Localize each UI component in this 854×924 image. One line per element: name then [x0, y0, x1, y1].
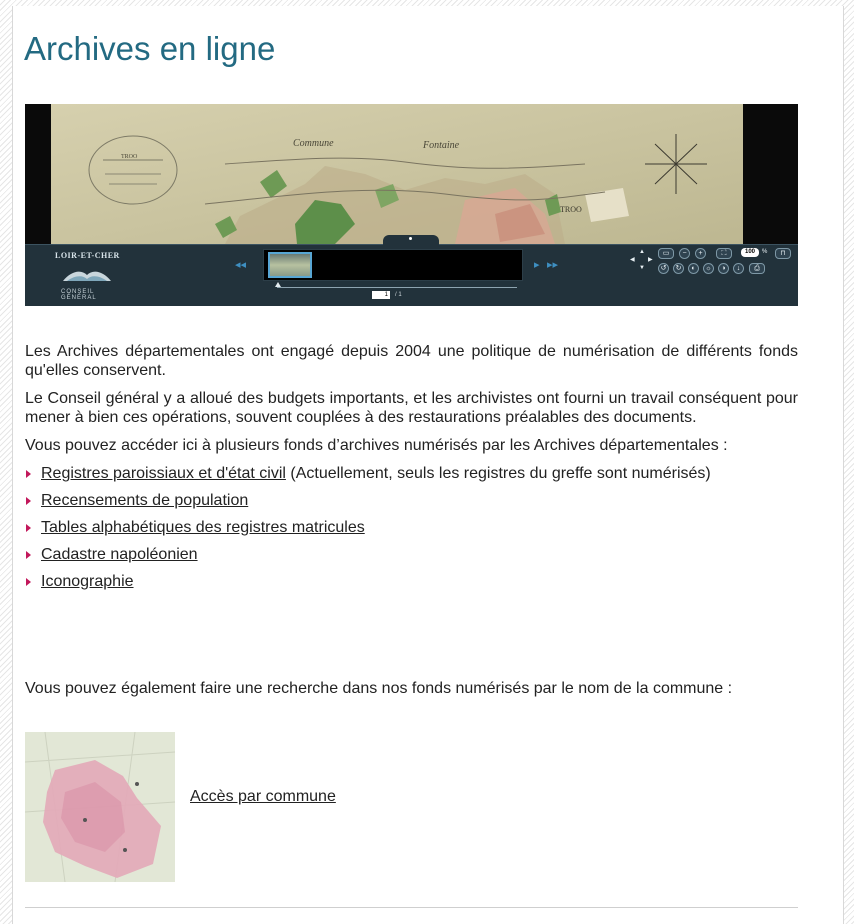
link-iconographie[interactable]: Iconographie [41, 573, 134, 590]
bullet-arrow-icon [26, 578, 31, 586]
link-cadastre[interactable]: Cadastre napoléonien [41, 546, 198, 563]
list-item [25, 491, 798, 518]
list-item [25, 464, 798, 491]
bullet-arrow-icon [26, 470, 31, 478]
list-item [25, 518, 798, 545]
link-tables-matricules[interactable]: Tables alphabétiques des registres matricules [41, 519, 365, 536]
pan-right-icon[interactable]: ▶ [648, 257, 653, 263]
main-content [25, 342, 798, 599]
map-label-commune: Commune [293, 138, 334, 149]
list-item [25, 572, 798, 599]
full-screen-icon[interactable]: ⛶ [716, 248, 732, 259]
zoom-unit: % [762, 249, 768, 255]
pan-left-icon[interactable]: ◀ [630, 257, 635, 263]
search-paragraph: Vous pouvez également faire une recherche dans nos fonds numérisés par le nom de la commune : [25, 680, 733, 697]
zoom-out-icon[interactable]: − [679, 248, 690, 259]
link-recensements[interactable]: Recensements de population [41, 492, 249, 509]
commune-search-link[interactable]: Accès par commune [190, 788, 336, 805]
map-label-troo: TROO [560, 205, 582, 214]
page-title: Archives en ligne [24, 30, 276, 67]
intro-paragraph-2: Le Conseil général y a alloué des budgets importants, et les archivistes ont fourni un travail conséquent pour mener à bien ces opérations, souvent couplées à des restaurations préalables des documents. [25, 390, 798, 426]
intro-paragraph-1: Les Archives départementales ont engagé depuis 2004 une politique de numérisation de différents fonds qu'elles conservent. [25, 343, 798, 379]
map-cartouche-label: TROO [121, 154, 138, 160]
page-total: / 1 [395, 292, 402, 298]
bullet-arrow-icon [26, 497, 31, 505]
toolbar-toggle-tab[interactable] [383, 235, 439, 245]
rotate-right-icon[interactable]: ↻ [673, 263, 684, 274]
intro-paragraph-3: Vous pouvez accéder ici à plusieurs fonds d’archives numérisés par les Archives départementales : [25, 437, 728, 454]
page-slider-handle[interactable] [275, 282, 281, 287]
link-note: (Actuellement, seuls les registres du greffe sont numérisés) [285, 465, 711, 482]
logo-emblem [61, 265, 113, 285]
logo-subtitle: CONSEIL GÉNÉRAL [61, 289, 97, 301]
invert-icon[interactable]: ◑ [718, 263, 729, 274]
loir-et-cher-logo [55, 251, 123, 303]
rotate-left-icon[interactable]: ↺ [658, 263, 669, 274]
page-slider-track[interactable] [277, 287, 517, 288]
pan-up-icon[interactable]: ▲ [639, 249, 645, 255]
print-icon[interactable]: ⎙ [749, 263, 765, 274]
commune-map-thumbnail[interactable] [25, 732, 175, 882]
archive-links-list [25, 464, 798, 599]
fit-page-icon[interactable]: ▭ [658, 248, 674, 259]
zoom-in-icon[interactable]: + [695, 248, 706, 259]
zoom-level[interactable]: 100 [741, 248, 759, 257]
cadastre-map-image [25, 104, 798, 244]
page-thumbnail[interactable] [268, 252, 312, 278]
thumbnail-strip [263, 249, 523, 281]
bullet-arrow-icon [26, 524, 31, 532]
lock-icon[interactable]: ⊓ [775, 248, 791, 259]
last-page-icon[interactable]: ▸▸ [547, 259, 559, 271]
document-viewer[interactable] [25, 104, 798, 306]
page-number-input[interactable]: 1 [372, 291, 390, 299]
first-page-icon[interactable]: ◂◂ [235, 259, 247, 271]
download-icon[interactable]: ↓ [733, 263, 744, 274]
pan-down-icon[interactable]: ▼ [639, 265, 645, 271]
logo-text: LOIR-ET-CHER [55, 251, 120, 260]
viewer-toolbar [25, 244, 798, 306]
footer-divider [25, 907, 798, 908]
list-item [25, 545, 798, 572]
next-page-icon[interactable]: ▸ [534, 259, 540, 271]
contrast-icon[interactable]: ◐ [688, 263, 699, 274]
brightness-icon[interactable]: ☼ [703, 263, 714, 274]
bullet-arrow-icon [26, 551, 31, 559]
link-registres-paroissiaux[interactable]: Registres paroissiaux et d'état civil [41, 465, 286, 482]
map-label-fontaine: Fontaine [423, 140, 460, 151]
